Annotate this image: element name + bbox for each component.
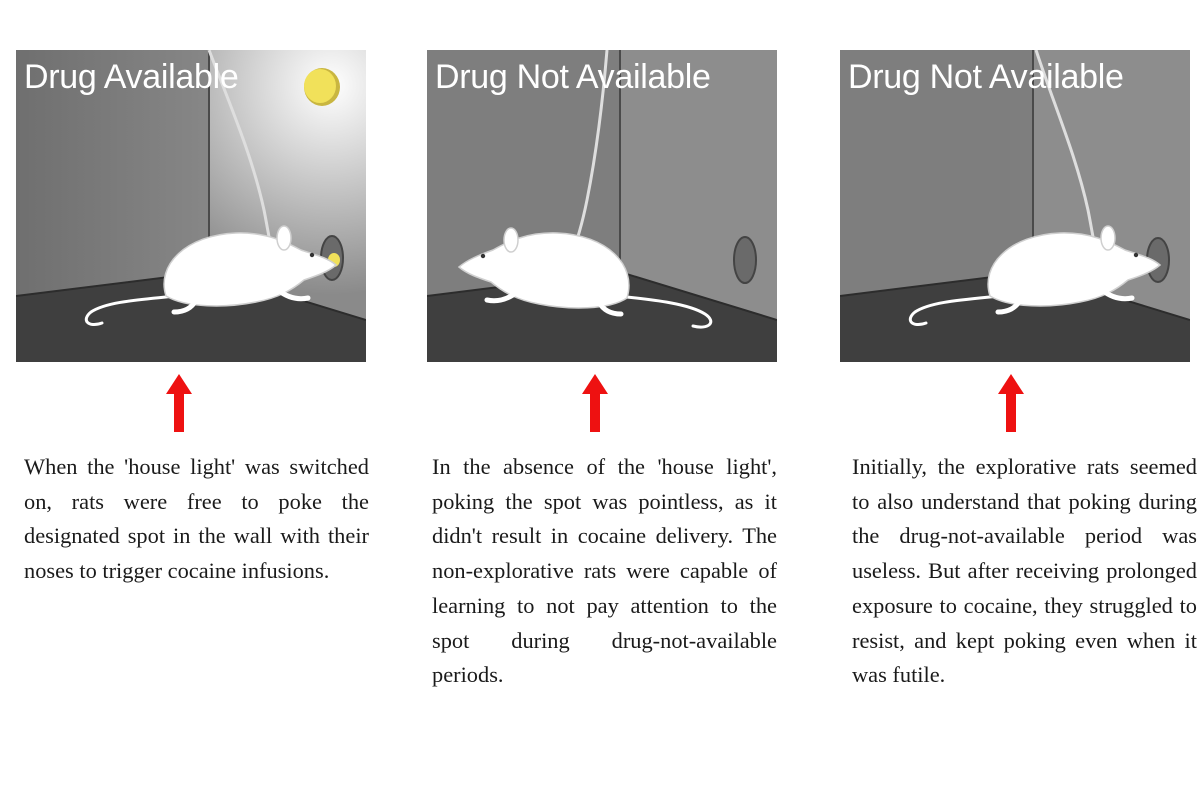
panel-title: Drug Available xyxy=(24,58,239,96)
red-up-arrow-icon xyxy=(166,374,192,432)
panel-caption: In the absence of the 'house light', poking the spot was pointless, as it didn't result in cocaine delivery. The non-explorative rats were capable of learning to not pay attention to the spot during drug-not-available periods. xyxy=(432,454,777,688)
red-up-arrow-icon xyxy=(998,374,1024,432)
panel-caption: Initially, the explorative rats seemed to also understand that poking during the drug-not-available period was useless. But after receiving prolonged exposure to cocaine, they struggled to resist, and kept poking even when it was futile. xyxy=(852,454,1197,688)
panel-drug-available xyxy=(16,50,366,362)
nose-poke-port-icon xyxy=(734,237,756,283)
panel-caption: When the 'house light' was switched on, rats were free to poke the designated spot in the wall with their noses to trigger cocaine infusions. xyxy=(24,454,369,584)
panel-drug-not-available-explorative xyxy=(840,50,1190,362)
red-up-arrow-icon xyxy=(582,374,608,432)
panel-title: Drug Not Available xyxy=(848,58,1124,96)
house-light-icon xyxy=(304,68,340,106)
panel-title: Drug Not Available xyxy=(435,58,711,96)
panel-drug-not-available-non-explorative xyxy=(427,50,777,362)
